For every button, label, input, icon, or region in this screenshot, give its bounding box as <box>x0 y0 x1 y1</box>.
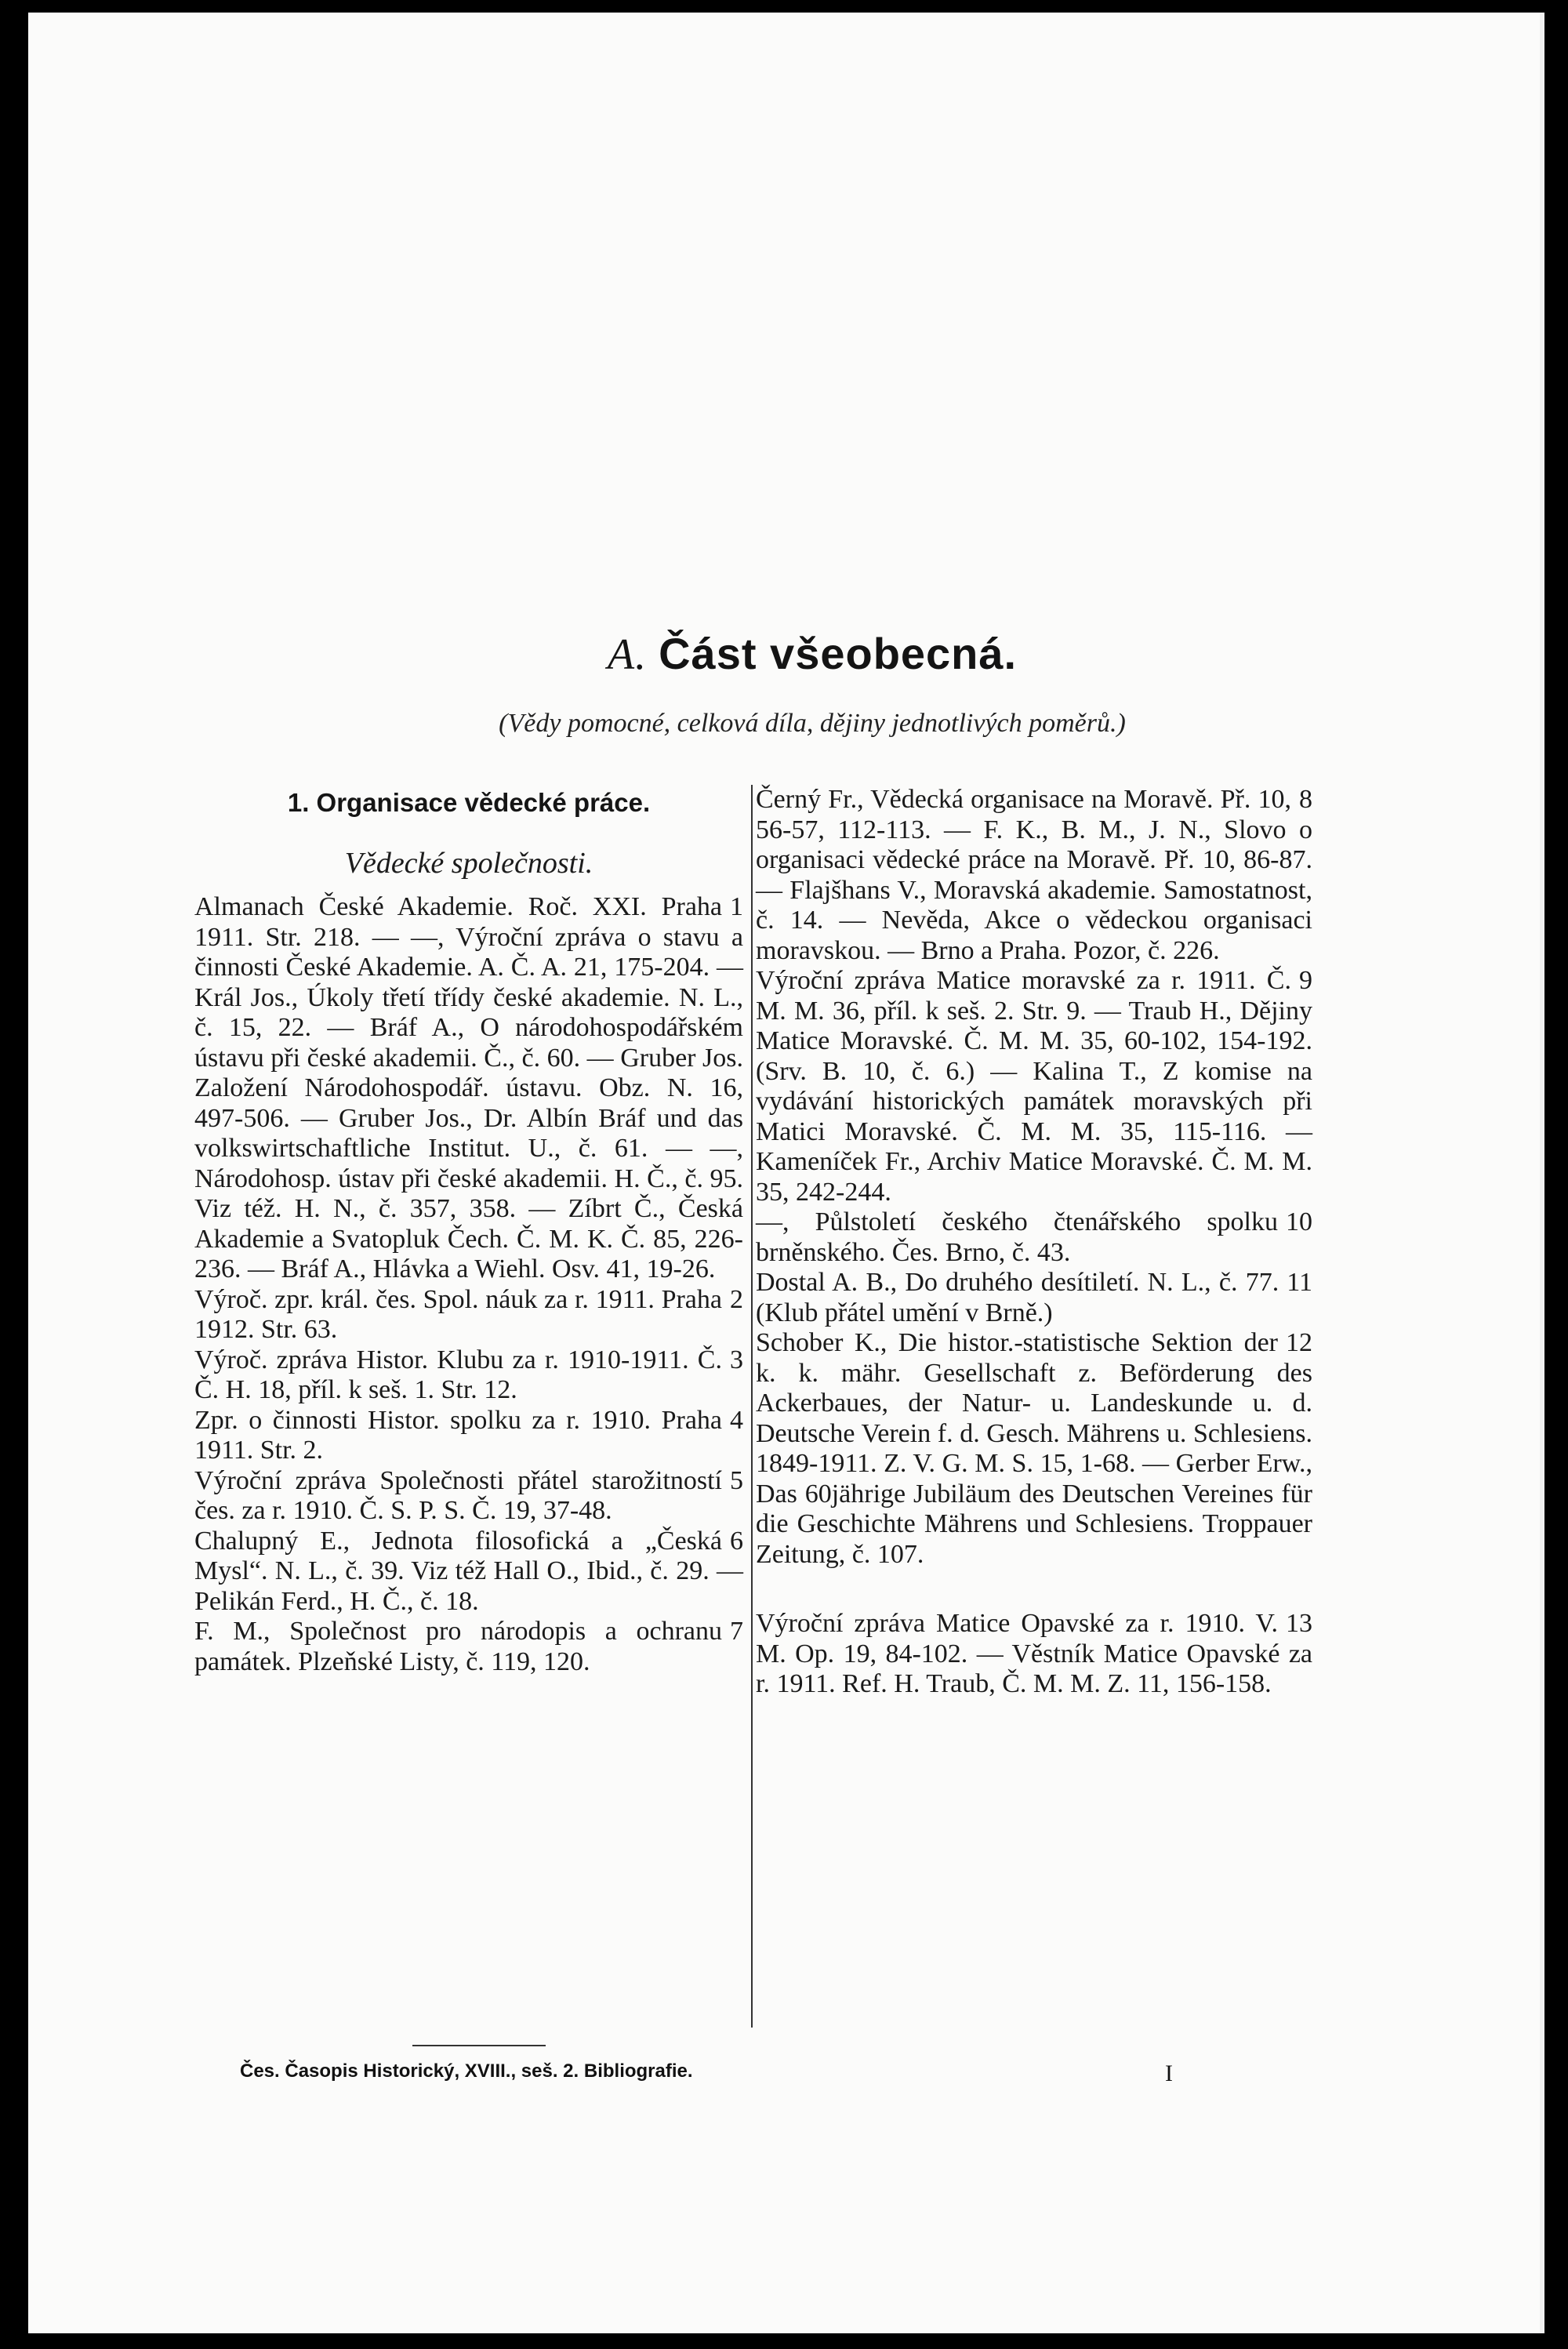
entry-number: 5 <box>730 1465 743 1495</box>
subsection-heading: Vědecké společnosti. <box>344 846 593 880</box>
entry-text: F. M., Společnost pro národopis a ochranu památek. Plzeňské Listy, č. 119, 120. <box>194 1617 722 1676</box>
entry-number: 4 <box>730 1405 743 1435</box>
entry-number: 9 <box>1299 966 1312 995</box>
bib-entry <box>194 1617 743 1677</box>
entry-number: 3 <box>730 1345 743 1374</box>
entry-text: Výroční zpráva Matice Opavské za r. 1910. V. M. Op. 19, 84-102. — Věstník Matice Opavské za r. 1911. Ref. H. Traub, Č. M. M. Z. 11, 156-158. <box>756 1609 1312 1698</box>
bib-entry <box>194 1466 743 1527</box>
footer-source: Čes. Časopis Historický, XVIII., seš. 2. Bibliografie. <box>240 2060 693 2082</box>
entry-text: —, Půlstoletí českého čtenářského spolku brněnského. Čes. Brno, č. 43. <box>756 1207 1278 1267</box>
entry-text: Černý Fr., Vědecká organisace na Moravě. Př. 10, 56-57, 112-113. — F. K., B. M., J. N., Slovo o organisaci vědecké práce na Moravě. Př. 10, 86-87. — Flajšhans V., Moravská akademie. Samostatnost, č. 14. — Nevěda, Akce o vědeckou organisaci moravskou. — Brno a Praha. Pozor, č. 226. <box>756 785 1312 965</box>
part-title <box>28 628 1544 680</box>
bib-entry <box>194 1527 743 1617</box>
entry-number: 1 <box>730 892 743 921</box>
entry-gap <box>756 1570 1312 1609</box>
bib-entry <box>756 1328 1312 1570</box>
entry-number: 13 <box>1286 1609 1312 1638</box>
bib-entry <box>194 1285 743 1345</box>
entry-number: 2 <box>730 1284 743 1314</box>
entry-text: Almanach České Akademie. Roč. XXI. Praha 1911. Str. 218. — —, Výroční zpráva o stavu a činnosti České Akademie. A. Č. A. 21, 175-204. — Král Jos., Úkoly třetí třídy české akademie. N. L., č. 15, 22. — Bráf A., O národohospodářském ústavu při české akademii. Č., č. 60. — Gruber Jos. Založení Národohospodář. ústavu. Obz. N. 16, 497-506. — Gruber Jos., Dr. Albín Bráf und das volkswirtschaftliche Institut. U., č. 61. — —, Národohosp. ústav při české akademii. H. Č., č. 95. Viz též. H. N., č. 357, 358. — Zíbrt Č., Česká Akademie a Svatopluk Čech. Č. M. K. Č. 85, 226-236. — Bráf A., Hlávka a Wiehl. Osv. 41, 19-26. <box>194 892 743 1283</box>
bib-entry <box>756 1609 1312 1700</box>
entry-text: Výroční zpráva Společnosti přátel starožitností čes. za r. 1910. Č. S. P. S. Č. 19, 37-48. <box>194 1465 722 1525</box>
bib-entry <box>756 1207 1312 1268</box>
footer-rule <box>412 2045 546 2046</box>
entry-number: 12 <box>1286 1328 1312 1357</box>
entry-text: Chalupný E., Jednota filosofická a „Česká Mysl“. N. L., č. 39. Viz též Hall O., Ibid., č. 29. — Pelikán Ferd., H. Č., č. 18. <box>194 1526 743 1616</box>
bib-entry <box>194 892 743 1285</box>
entry-text: Výroč. zpr. král. čes. Spol. náuk za r. 1911. Praha 1912. Str. 63. <box>194 1284 722 1344</box>
entry-number: 6 <box>730 1526 743 1556</box>
entry-text: Výroční zpráva Matice moravské za r. 1911. Č. M. M. 36, příl. k seš. 2. Str. 9. — Traub H., Dějiny Matice Moravské. Č. M. M. 35, 60-102, 154-192. (Srv. B. 10, č. 6.) — Kalina T., Z komise na vydávání historických památek moravských při Matici Moravské. Č. M. M. 35, 115-116. — Kameníček Fr., Archiv Matice Moravské. Č. M. M. 35, 242-244. <box>756 966 1312 1207</box>
bib-entry <box>194 1345 743 1406</box>
entry-text: Zpr. o činnosti Histor. spolku za r. 1910. Praha 1911. Str. 2. <box>194 1405 722 1465</box>
part-subtitle: (Vědy pomocné, celková díla, dějiny jednotlivých poměrů.) <box>499 709 1126 738</box>
part-letter: A. <box>607 630 648 679</box>
entry-number: 11 <box>1287 1268 1312 1297</box>
entry-text: Schober K., Die histor.-statistische Sektion der k. k. mähr. Gesellschaft z. Beförderung des Ackerbaues, der Natur- u. Landeskunde u. d. Deutsche Verein f. d. Gesch. Mährens u. Schlesiens. 1849-1911. Z. V. G. M. S. 15, 1-68. — Gerber Erw., Das 60jährige Jubiläum des Deutschen Vereines für die Geschichte Mährens und Schlesiens. Troppauer Zeitung, č. 107. <box>756 1328 1312 1569</box>
entry-number: 8 <box>1299 785 1312 814</box>
document-page <box>28 13 1544 2333</box>
page-number: I <box>1165 2060 1173 2086</box>
entry-text: Dostal A. B., Do druhého desítiletí. N. L., č. 77. (Klub přátel umění v Brně.) <box>756 1268 1279 1327</box>
entry-number: 10 <box>1286 1207 1312 1236</box>
bib-entry <box>194 1406 743 1466</box>
entry-text: Výroč. zpráva Histor. Klubu za r. 1910-1911. Č. Č. H. 18, příl. k seš. 1. Str. 12. <box>194 1345 722 1404</box>
right-column <box>756 785 1312 1700</box>
part-name: Část všeobecná. <box>659 629 1018 678</box>
bib-entry <box>756 785 1312 966</box>
entry-number: 7 <box>730 1617 743 1646</box>
left-column <box>194 785 743 1677</box>
bib-entry <box>756 1268 1312 1328</box>
bib-entry <box>756 966 1312 1207</box>
column-divider <box>751 785 753 2028</box>
section-heading: 1. Organisace vědecké práce. <box>287 788 651 817</box>
